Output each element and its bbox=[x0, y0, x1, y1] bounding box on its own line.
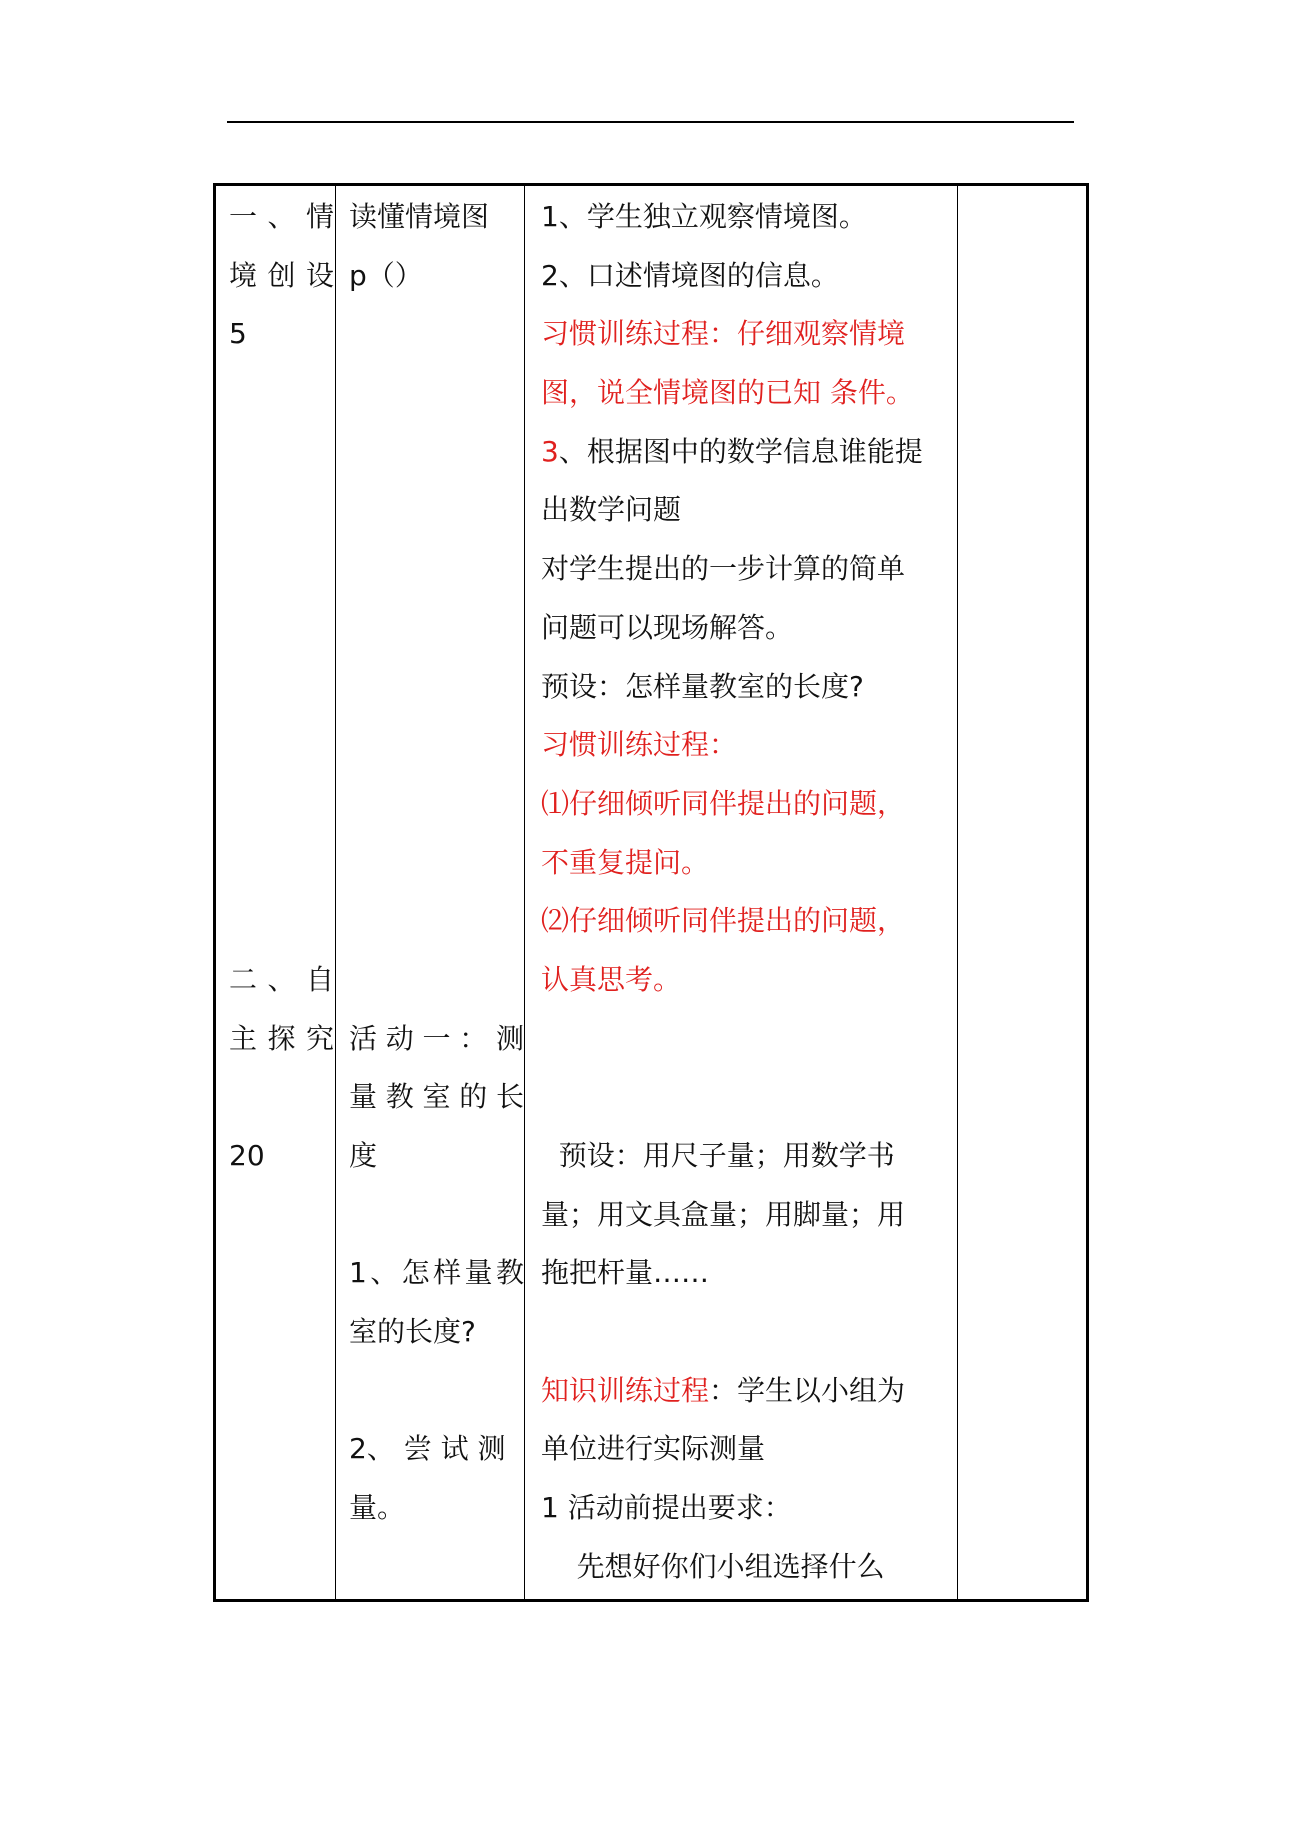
content-column bbox=[349, 186, 524, 1599]
habit-training-line: ⑵仔细倾听同伴提出的问题， bbox=[541, 904, 906, 938]
activity-line: 1 活动前提出要求： bbox=[541, 1491, 792, 1525]
activity-line: 预设：用尺子量；用数学书 bbox=[541, 1139, 895, 1172]
activity-line: 预设：怎样量教室的长度? bbox=[541, 669, 864, 703]
content-line: 2、 尝 试 测 bbox=[349, 1432, 506, 1466]
knowledge-training-label: 知识训练过程 bbox=[541, 1373, 710, 1407]
activity-line: 量；用文具盒量；用脚量；用 bbox=[541, 1197, 906, 1231]
activity-line: 2、口述情境图的信息。 bbox=[541, 258, 839, 292]
content-line: 1、怎样量教 bbox=[349, 1256, 524, 1290]
habit-training-line: 认真思考。 bbox=[541, 962, 682, 996]
activity-line: 先想好你们小组选择什么 bbox=[541, 1549, 885, 1583]
activity-line: 3、根据图中的数学信息谁能提 bbox=[541, 434, 923, 468]
stage-line: 境创设 bbox=[229, 258, 334, 292]
header-rule bbox=[227, 121, 1074, 123]
content-line: 量。 bbox=[349, 1491, 406, 1525]
column-divider bbox=[524, 186, 525, 1599]
activity-line: 知识训练过程：学生以小组为 bbox=[541, 1373, 906, 1407]
activity-line: 问题可以现场解答。 bbox=[541, 610, 794, 644]
activity-line: 单位进行实际测量 bbox=[541, 1432, 766, 1466]
stage-line: 二、自 bbox=[229, 962, 334, 996]
stage-line: 一、情 bbox=[229, 200, 334, 233]
content-line: 室的长度? bbox=[349, 1315, 476, 1349]
activity-line: 出数学问题 bbox=[541, 493, 682, 527]
content-line: 度 bbox=[349, 1139, 378, 1172]
habit-training-line: 习惯训练过程：仔细观察情境 bbox=[541, 317, 906, 351]
column-divider bbox=[335, 186, 336, 1599]
content-line: 活动一：测 bbox=[349, 1021, 524, 1055]
activity-line: 1、学生独立观察情境图。 bbox=[541, 200, 867, 233]
content-line: 量教室的长 bbox=[349, 1080, 524, 1114]
activity-line: 对学生提出的一步计算的简单 bbox=[541, 552, 906, 586]
stage-column bbox=[229, 186, 334, 1599]
stage-minutes: 20 bbox=[229, 1139, 265, 1172]
stage-line: 主探究 bbox=[229, 1021, 334, 1055]
habit-training-line: 不重复提问。 bbox=[541, 845, 710, 879]
column-divider bbox=[957, 186, 958, 1599]
content-line: p（） bbox=[349, 258, 423, 292]
step-number: 3 bbox=[541, 434, 559, 468]
activity-column bbox=[541, 186, 956, 1599]
activity-line: 拖把杆量…… bbox=[541, 1256, 710, 1290]
habit-training-line: 习惯训练过程： bbox=[541, 728, 738, 762]
content-line: 读懂情境图 bbox=[349, 200, 490, 233]
lesson-plan-table bbox=[213, 183, 1089, 1602]
stage-minutes: 5 bbox=[229, 317, 247, 351]
habit-training-line: 图，说全情境图的已知 条件。 bbox=[541, 376, 914, 410]
notes-column bbox=[974, 186, 1084, 1599]
habit-training-line: ⑴仔细倾听同伴提出的问题， bbox=[541, 786, 906, 820]
